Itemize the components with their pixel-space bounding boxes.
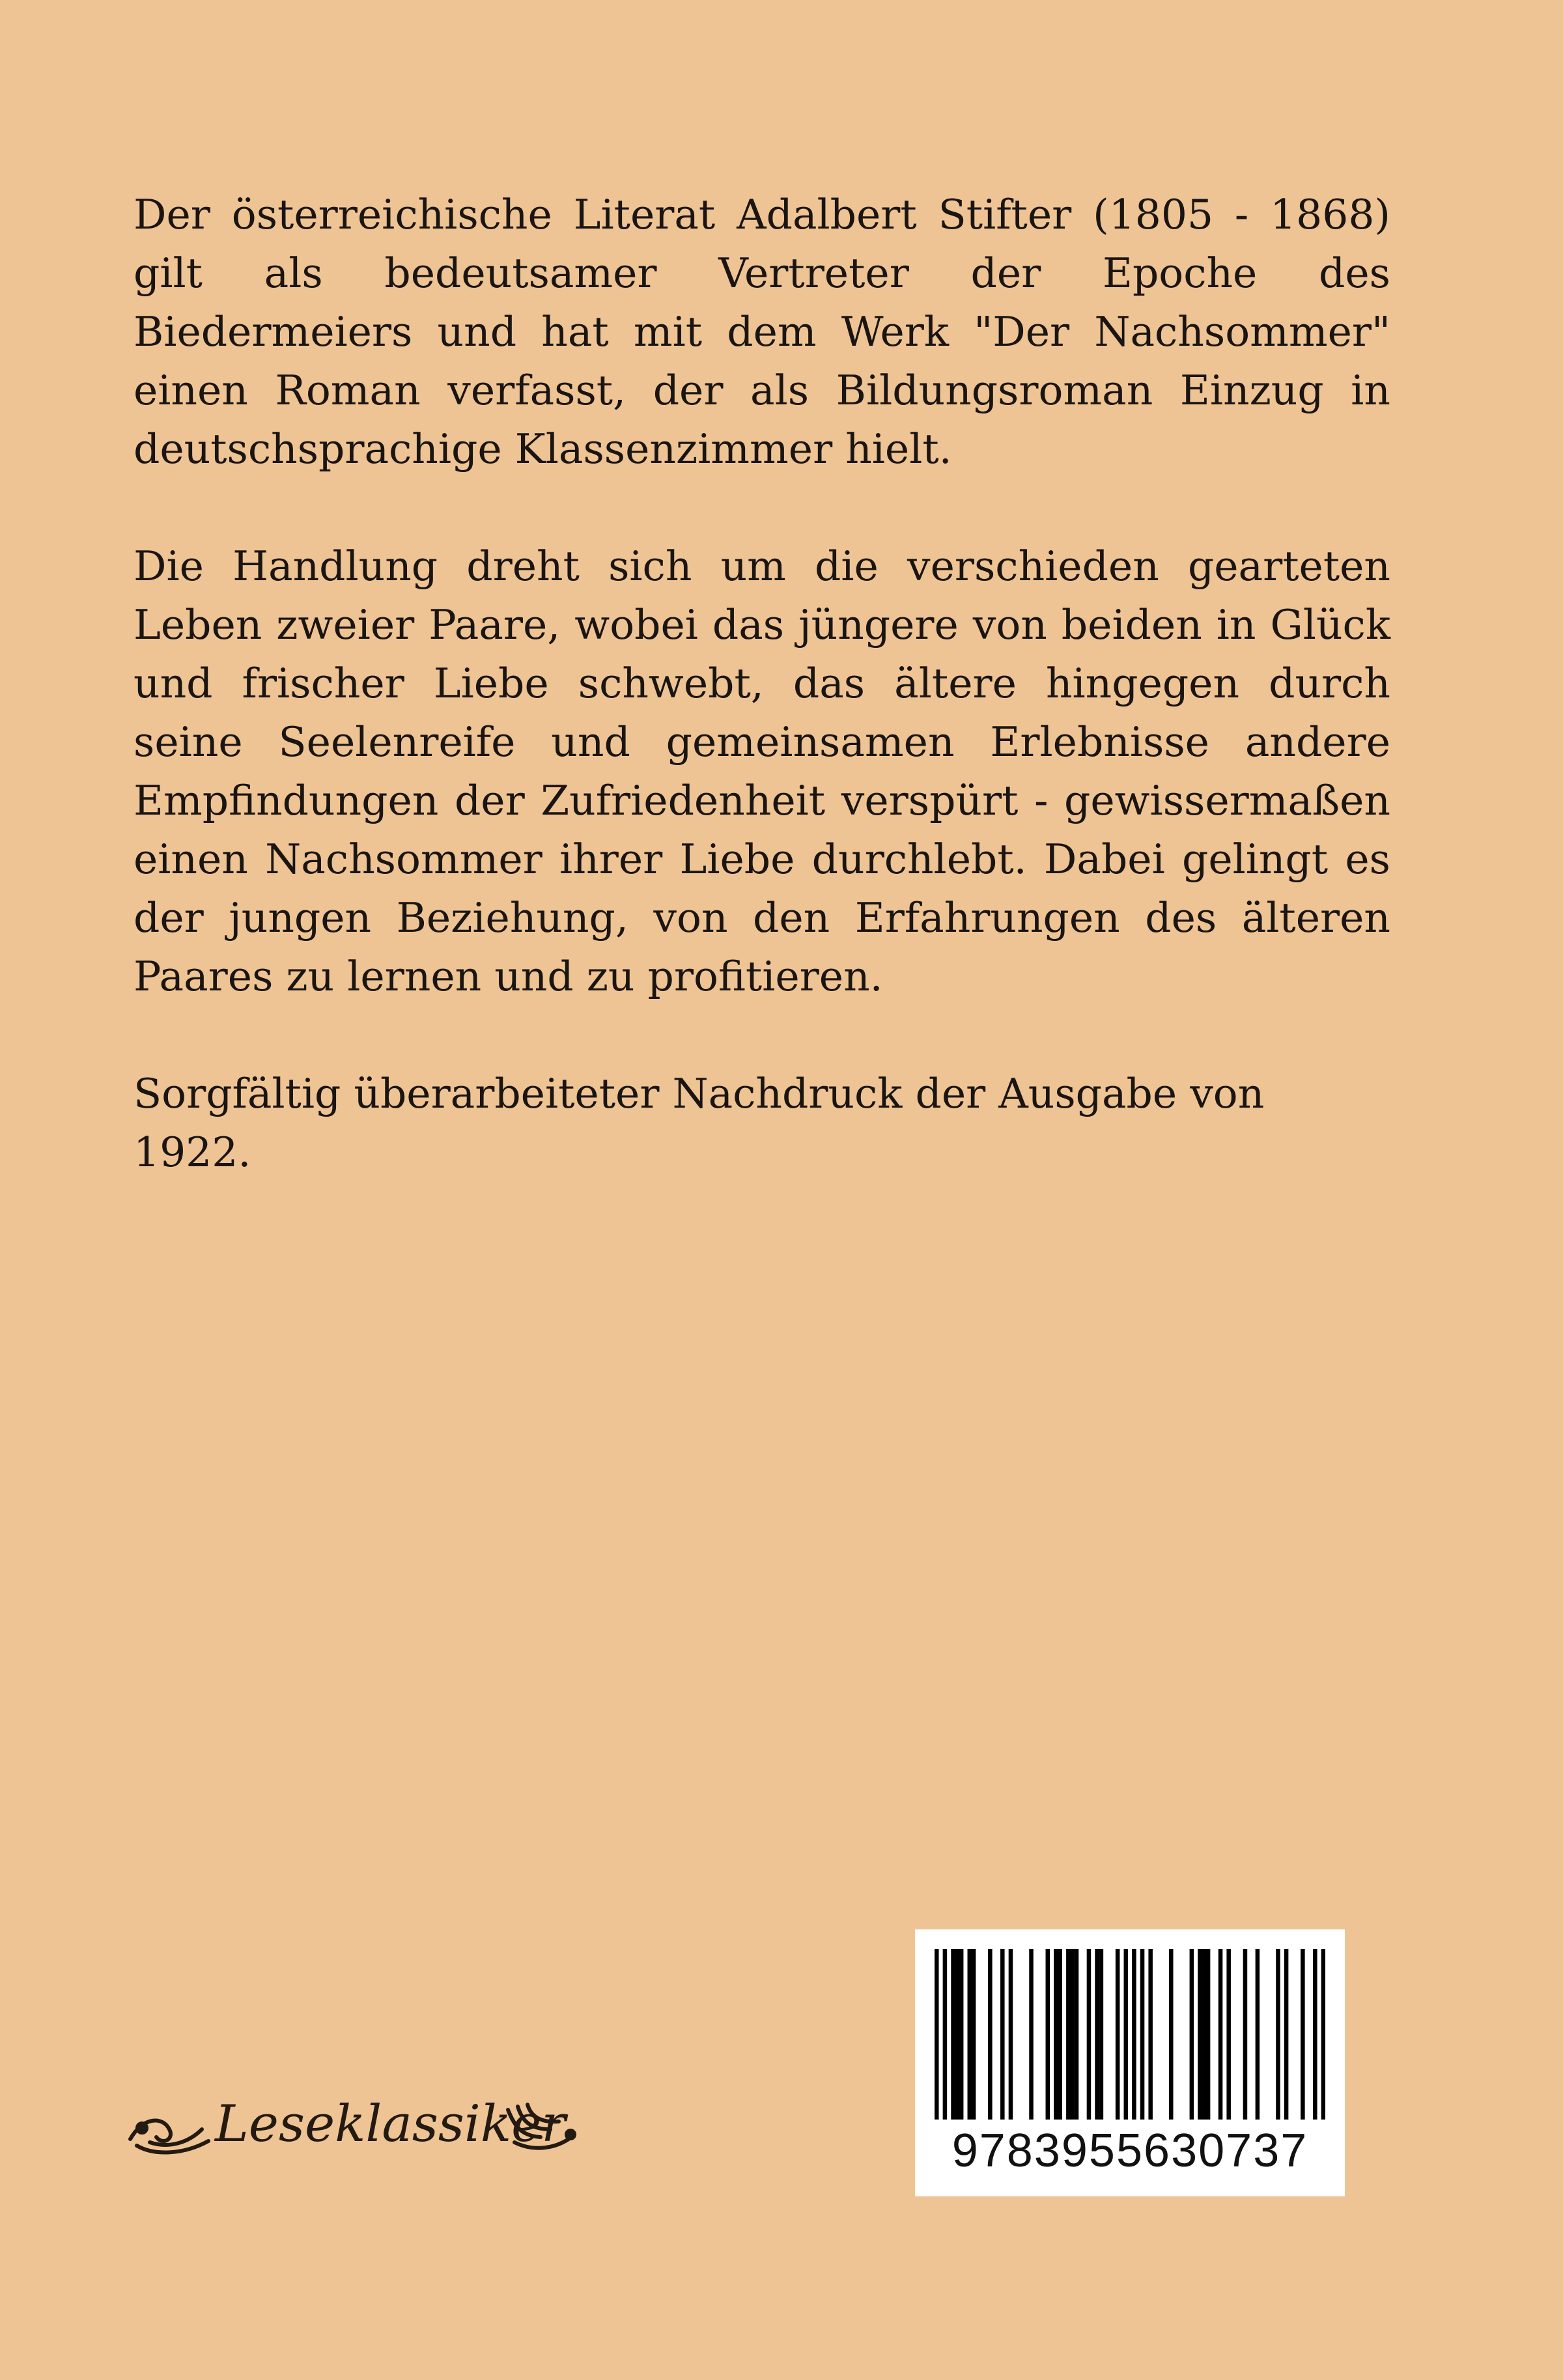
barcode-bar (1243, 1949, 1248, 2120)
barcode-bar (1054, 1949, 1058, 2120)
barcode-bar (972, 1949, 976, 2120)
barcode-bar (1058, 1949, 1062, 2120)
barcode-bar (1132, 1949, 1136, 2120)
blurb-text (134, 186, 1390, 1182)
barcode-bar (943, 1949, 948, 2120)
barcode-bar (1095, 1949, 1099, 2120)
publisher-logo-graphic (124, 2064, 580, 2175)
publisher-name: Leseklassiker (215, 2095, 566, 2153)
barcode-bar (1218, 1949, 1223, 2120)
barcode-bar (1046, 1949, 1050, 2120)
barcode-bar (1000, 1949, 1005, 2120)
barcode-bar (1099, 1949, 1104, 2120)
barcode-bar (1190, 1949, 1194, 2120)
publisher-logo (124, 2064, 580, 2175)
barcode-bar (935, 1949, 939, 2120)
barcode-bar (955, 1949, 960, 2120)
barcode-bar (1148, 1949, 1153, 2120)
barcode-bar (1066, 1949, 1071, 2120)
barcode-bar (1124, 1949, 1129, 2120)
barcode-bar (1226, 1949, 1231, 2120)
barcode-bar (1029, 1949, 1034, 2120)
barcode-bar (1256, 1949, 1260, 2120)
barcode-bar (951, 1949, 955, 2120)
barcode-bar (1321, 1949, 1325, 2120)
blurb-paragraph-edition-note: Sorgfältig überarbeiteter Nachdruck der Ausgabe von 1922. (134, 1070, 1265, 1176)
barcode-bar (1116, 1949, 1120, 2120)
barcode-bar (1202, 1949, 1207, 2120)
barcode-bar (1284, 1949, 1289, 2120)
barcode-bar (1169, 1949, 1174, 2120)
barcode-bar (968, 1949, 972, 2120)
barcode-bar (1301, 1949, 1305, 2120)
isbn-number: 9783955630737 (951, 2125, 1308, 2177)
barcode-bar (1276, 1949, 1280, 2120)
blurb-paragraph-intro: Der österreichische Literat Adalbert Stifter (1805 - 1868) gilt als bedeutsamer Vertreter der Epoche des Biedermeiers und hat mit dem Werk "Der Nachsommer" einen Roman verfasst, der als Bildungsroman Einzug in deutschsprachige Klassenzimmer hielt. (134, 191, 1390, 473)
barcode-bar (1198, 1949, 1202, 2120)
blurb-paragraph-plot: Die Handlung dreht sich um die verschieden gearteten Leben zweier Paare, wobei das jüngere von beiden in Glück und frischer Liebe schwebt, das ältere hingegen durch seine Seelenreife und gemeinsamen Erlebnisse andere Empfindungen der Zufriedenheit verspürt - gewissermaßen einen Nachsommer ihrer Liebe durchlebt. Dabei gelingt es der jungen Beziehung, von den Erfahrungen des älteren Paares zu lernen und zu profitieren. (134, 542, 1390, 1000)
barcode-bar (1087, 1949, 1091, 2120)
barcode-bar (1140, 1949, 1145, 2120)
barcode-bar (1075, 1949, 1079, 2120)
barcode-bar (1313, 1949, 1317, 2120)
barcode-bar (988, 1949, 993, 2120)
barcode-bar (1070, 1949, 1075, 2120)
barcode-bar (1206, 1949, 1211, 2120)
barcode-bar (1009, 1949, 1013, 2120)
left-flourish-icon (130, 2120, 208, 2152)
barcode-bar (959, 1949, 964, 2120)
isbn-barcode (915, 1929, 1345, 2196)
barcode-bars (935, 1949, 1325, 2120)
